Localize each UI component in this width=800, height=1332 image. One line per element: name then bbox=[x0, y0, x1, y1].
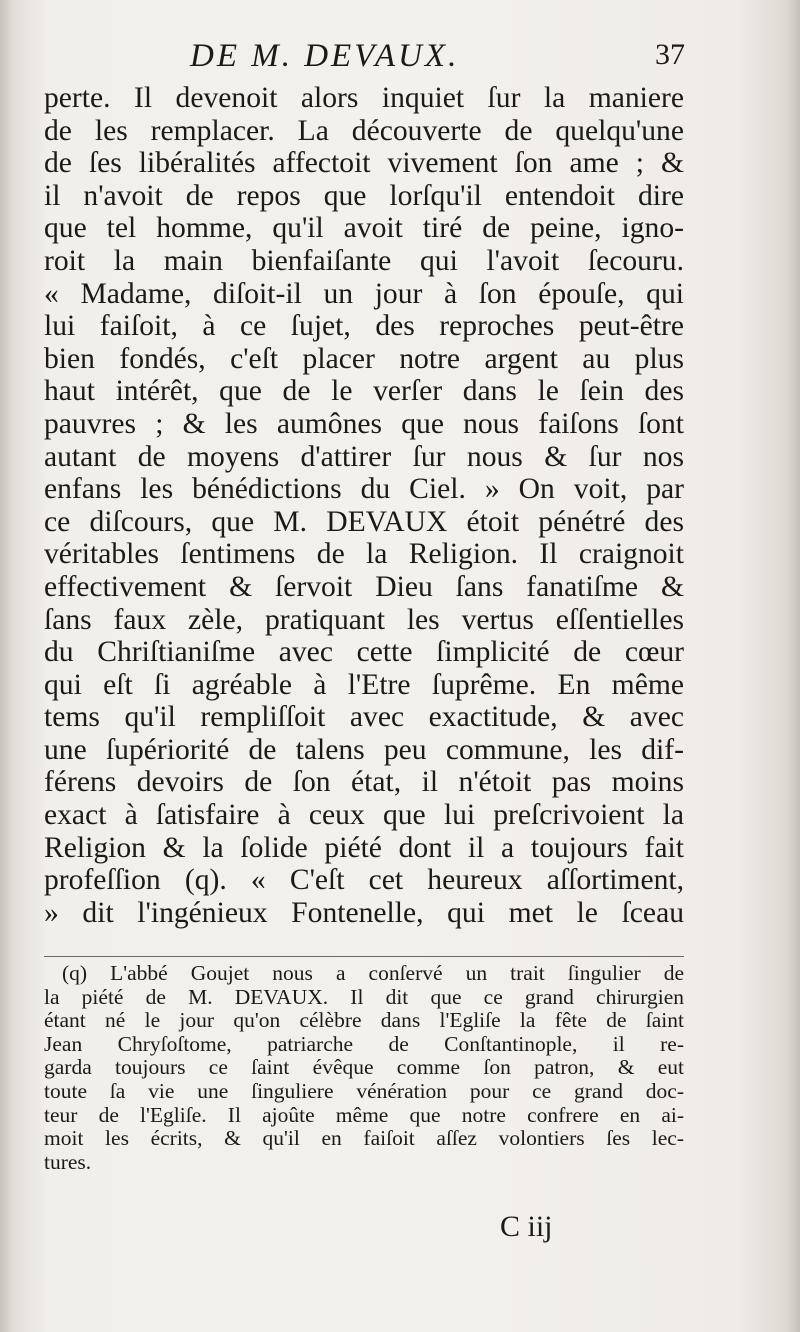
text-line: que tel homme, qu'il avoit tiré de peine, igno- bbox=[44, 212, 684, 245]
running-title: DE M. DEVAUX. bbox=[190, 38, 460, 74]
footnote-line: garda toujours ce ſaint évêque comme ſon patron, & eut bbox=[44, 1055, 684, 1080]
footnote-divider bbox=[44, 956, 684, 957]
text-line: effectivement & ſervoit Dieu ſans fanatiſme & bbox=[44, 570, 684, 603]
text-line: il n'avoit de repos que lorſqu'il entendoit dire bbox=[44, 179, 684, 212]
text-line: Religion & la ſolide piété dont il a toujours fait bbox=[44, 831, 684, 864]
text-line: exact à ſatisfaire à ceux que lui preſcrivoient la bbox=[44, 799, 684, 832]
text-line: ce diſcours, que M. DEVAUX étoit pénétré des bbox=[44, 505, 684, 538]
footnote-line: étant né le jour qu'on célèbre dans l'Egliſe la fête de ſaint bbox=[44, 1008, 684, 1033]
main-text bbox=[44, 82, 684, 929]
text-line: qui eſt ſi agréable à l'Etre ſuprême. En même bbox=[44, 668, 684, 701]
text-line: autant de moyens d'attirer ſur nous & ſur nos bbox=[44, 440, 684, 473]
text-line: une ſupériorité de talens peu commune, les dif- bbox=[44, 733, 684, 766]
text-line: perte. Il devenoit alors inquiet ſur la maniere bbox=[44, 82, 684, 114]
right-page-edge bbox=[786, 0, 800, 1332]
text-line: « Madame, diſoit-il un jour à ſon épouſe, qui bbox=[44, 277, 684, 310]
text-line: » dit l'ingénieux Fontenelle, qui met le ſceau bbox=[44, 896, 684, 929]
text-line: lui faiſoit, à ce ſujet, des reproches peut-être bbox=[44, 310, 684, 343]
text-line: tems qu'il rempliſſoit avec exactitude, & avec bbox=[44, 701, 684, 734]
footnote-line: la piété de M. DEVAUX. Il dit que ce grand chirurgien bbox=[44, 984, 684, 1009]
text-line: férens devoirs de ſon état, il n'étoit pas moins bbox=[44, 766, 684, 799]
text-line: enfans les bénédictions du Ciel. » On voit, par bbox=[44, 473, 684, 506]
text-line: véritables ſentimens de la Religion. Il craignoit bbox=[44, 538, 684, 571]
page-header bbox=[190, 38, 685, 78]
footnote-line: tures. bbox=[44, 1149, 92, 1174]
page-number: 37 bbox=[655, 38, 685, 71]
text-line: bien fondés, c'eſt placer notre argent au plus bbox=[44, 342, 684, 375]
text-line: de les remplacer. La découverte de quelqu'une bbox=[44, 114, 684, 147]
text-line: de ſes libéralités affectoit vivement ſon ame ; & bbox=[44, 147, 684, 180]
left-page-edge bbox=[0, 0, 14, 1332]
text-line: pauvres ; & les aumônes que nous faiſons ſont bbox=[44, 407, 684, 440]
signature-mark: C iij bbox=[500, 1210, 553, 1243]
footnote-line: toute ſa vie une ſinguliere vénération pour ce grand doc- bbox=[44, 1078, 684, 1103]
footnote-line: (q) L'abbé Goujet nous a conſervé un trait ſingulier de bbox=[62, 961, 684, 985]
footnote-line: Jean Chryſoſtome, patriarche de Conſtantinople, il re- bbox=[44, 1031, 684, 1056]
footnote-line: moit les écrits, & qu'il en faiſoit aſſez volontiers ſes lec- bbox=[44, 1126, 684, 1151]
text-line: profeſſion (q). « C'eſt cet heureux aſſortiment, bbox=[44, 864, 684, 897]
text-line: du Chriſtianiſme avec cette ſimplicité de cœur bbox=[44, 636, 684, 669]
text-line: haut intérêt, que de le verſer dans le ſein des bbox=[44, 375, 684, 408]
text-line: ſans faux zèle, pratiquant les vertus eſſentielles bbox=[44, 603, 684, 636]
footnote bbox=[44, 962, 684, 1174]
text-line: roit la main bienfaiſante qui l'avoit ſecouru. bbox=[44, 244, 684, 277]
footnote-line: teur de l'Egliſe. Il ajoûte même que notre confrere en ai- bbox=[44, 1102, 684, 1127]
